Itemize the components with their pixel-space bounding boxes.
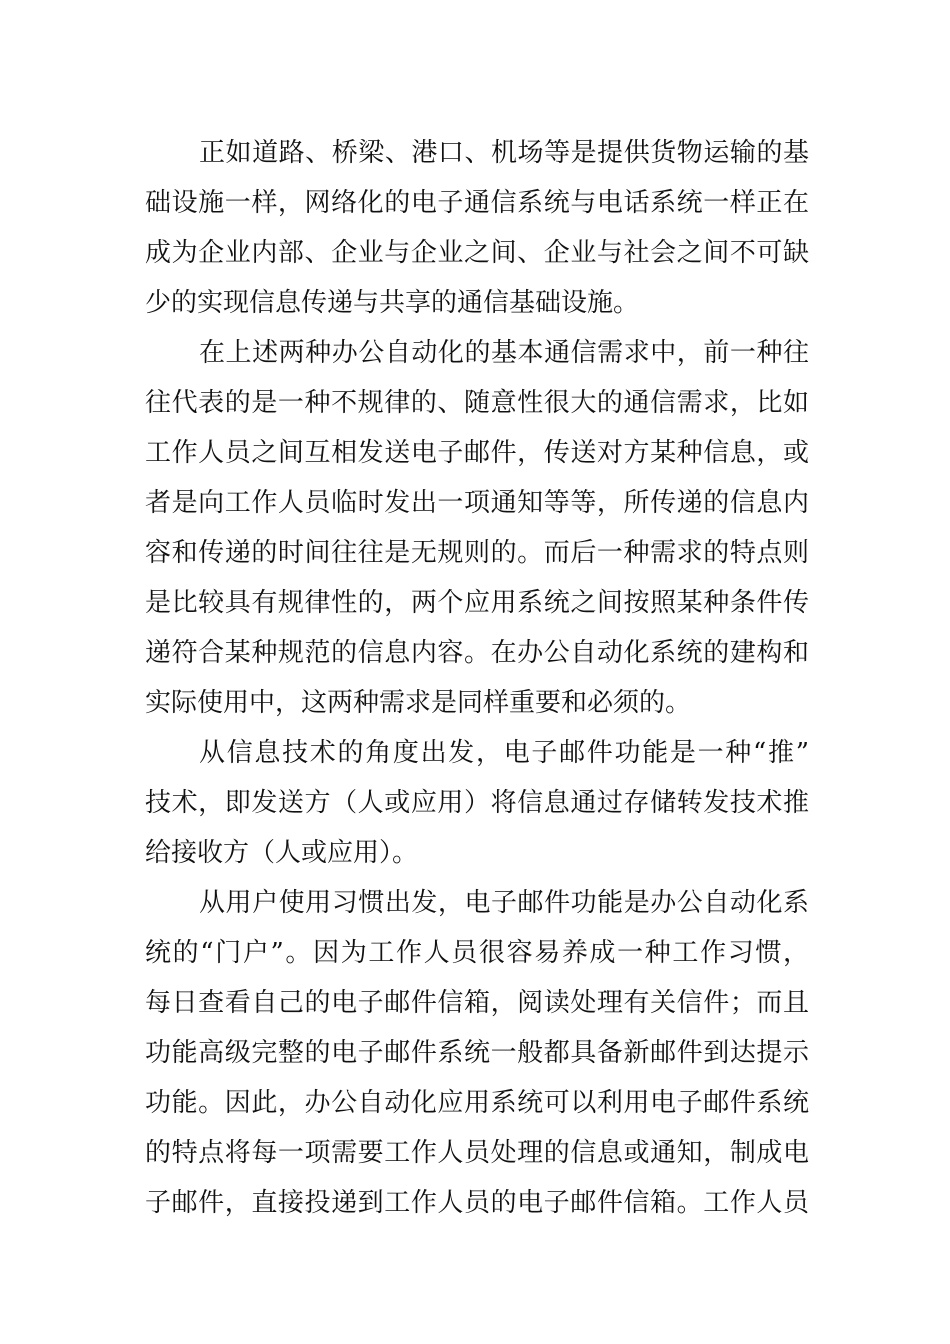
paragraph-1-line-4: 少的实现信息传递与共享的通信基础设施。 xyxy=(145,288,640,318)
paragraph-1-line-3: 成为企业内部、企业与企业之间、企业与社会之间不可缺 xyxy=(145,238,809,268)
paragraph-2-line-5: 容和传递的时间往往是无规则的。而后一种需求的特点则 xyxy=(145,538,809,568)
paragraph-2-line-2: 往代表的是一种不规律的、随意性很大的通信需求，比如 xyxy=(145,388,809,418)
paragraph-2-line-6: 是比较具有规律性的，两个应用系统之间按照某种条件传 xyxy=(145,588,809,618)
paragraph-2-line-4: 者是向工作人员临时发出一项通知等等，所传递的信息内 xyxy=(145,488,809,518)
paragraph-1-line-2: 础设施一样，网络化的电子通信系统与电话系统一样正在 xyxy=(145,188,809,218)
paragraph-4-line-5: 功能。因此，办公自动化应用系统可以利用电子邮件系统 xyxy=(145,1088,809,1118)
paragraph-4-line-6: 的特点将每一项需要工作人员处理的信息或通知，制成电 xyxy=(145,1138,809,1168)
paragraph-2-line-3: 工作人员之间互相发送电子邮件，传送对方某种信息，或 xyxy=(145,438,809,468)
paragraph-4-line-1: 从用户使用习惯出发，电子邮件功能是办公自动化系 xyxy=(199,888,809,918)
paragraph-2-line-7: 递符合某种规范的信息内容。在办公自动化系统的建构和 xyxy=(145,638,809,668)
paragraph-3-line-1: 从信息技术的角度出发，电子邮件功能是一种“推” xyxy=(199,738,809,768)
paragraph-2-line-8: 实际使用中，这两种需求是同样重要和必须的。 xyxy=(145,688,692,718)
paragraph-4-line-7: 子邮件，直接投递到工作人员的电子邮件信箱。工作人员 xyxy=(145,1188,809,1218)
paragraph-2-line-1: 在上述两种办公自动化的基本通信需求中，前一种往 xyxy=(199,338,809,368)
paragraph-4-line-4: 功能高级完整的电子邮件系统一般都具备新邮件到达提示 xyxy=(145,1038,809,1068)
paragraph-3-line-2: 技术，即发送方（人或应用）将信息通过存储转发技术推 xyxy=(145,788,809,818)
paragraph-1-line-1: 正如道路、桥梁、港口、机场等是提供货物运输的基 xyxy=(199,138,809,168)
paragraph-4-line-2: 统的“门户”。因为工作人员很容易养成一种工作习惯， xyxy=(145,938,809,968)
paragraph-3-line-3: 给接收方（人或应用）。 xyxy=(145,838,419,868)
paragraph-4-line-3: 每日查看自己的电子邮件信箱，阅读处理有关信件；而且 xyxy=(145,988,809,1018)
